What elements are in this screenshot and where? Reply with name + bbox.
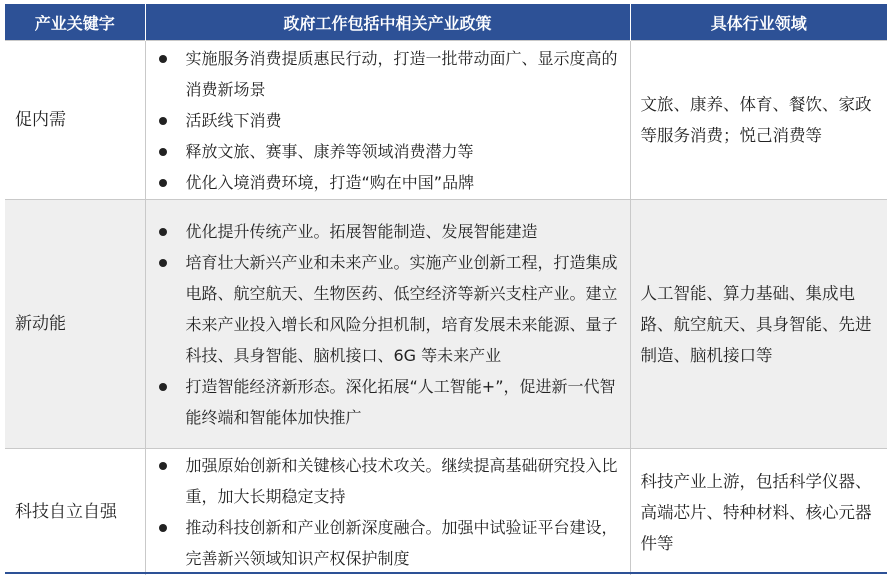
policy-text: 优化提升传统产业。拓展智能制造、发展智能建造 [185, 221, 538, 241]
bullet-icon [159, 117, 167, 125]
row-keyword: 新动能 [5, 200, 145, 449]
header-keyword: 产业关键字 [5, 4, 145, 41]
policy-item [146, 371, 620, 433]
policy-item [146, 247, 620, 371]
bullet-icon [159, 55, 167, 63]
policy-text: 培育壮大新兴产业和未来产业。实施产业创新工程，打造集成电路、航空航天、生物医药、低空经济等新兴支柱产业。建立未来产业投入增长和风险分担机制，培育发展未来能源、量子科技、具身智能、脑机接口、6G 等未来产业 [185, 252, 618, 365]
policy-item [146, 43, 620, 105]
policy-text: 实施服务消费提质惠民行动，打造一批带动面广、显示度高的消费新场景 [185, 48, 618, 99]
header-industry: 具体行业领域 [630, 4, 887, 41]
policy-text: 优化入境消费环境，打造“购在中国”品牌 [185, 172, 475, 192]
policy-list [146, 450, 620, 574]
policy-text: 活跃线下消费 [185, 110, 282, 130]
policy-item [146, 512, 620, 574]
policy-item [146, 216, 620, 247]
table-row [5, 41, 887, 200]
table-row [5, 200, 887, 449]
table-bottom-rule [5, 572, 887, 574]
row-industries: 科技产业上游，包括科学仪器、高端芯片、特种材料、核心元器件等 [630, 449, 887, 576]
row-keyword: 科技自立自强 [5, 449, 145, 576]
policy-text: 加强原始创新和关键核心技术攻关。继续提高基础研究投入比重，加大长期稳定支持 [185, 456, 618, 506]
policy-item [146, 450, 620, 512]
bullet-icon [159, 179, 167, 187]
policy-list [146, 216, 620, 433]
header-policy: 政府工作包括中相关产业政策 [145, 4, 630, 41]
row-industries: 文旅、康养、体育、餐饮、家政等服务消费；悦己消费等 [630, 41, 887, 200]
industry-policy-table [5, 4, 887, 575]
bullet-icon [159, 462, 167, 470]
table-header-row [5, 4, 887, 41]
row-industries: 人工智能、算力基础、集成电路、航空航天、具身智能、先进制造、脑机接口等 [630, 200, 887, 449]
policy-item [146, 105, 620, 136]
table-row [5, 449, 887, 576]
bullet-icon [159, 383, 167, 391]
policy-text: 释放文旅、赛事、康养等领域消费潜力等 [185, 141, 474, 161]
policy-list [146, 43, 620, 198]
bullet-icon [159, 148, 167, 156]
row-policies [145, 200, 630, 449]
policy-text: 推动科技创新和产业创新深度融合。加强中试验证平台建设，完善新兴领域知识产权保护制度 [185, 518, 618, 568]
policy-item [146, 167, 620, 198]
bullet-icon [159, 259, 167, 267]
row-keyword: 促内需 [5, 41, 145, 200]
policy-item [146, 136, 620, 167]
row-policies [145, 41, 630, 200]
bullet-icon [159, 524, 167, 532]
bullet-icon [159, 228, 167, 236]
policy-text: 打造智能经济新形态。深化拓展“人工智能+”，促进新一代智能终端和智能体加快推广 [185, 376, 616, 427]
row-policies [145, 449, 630, 576]
